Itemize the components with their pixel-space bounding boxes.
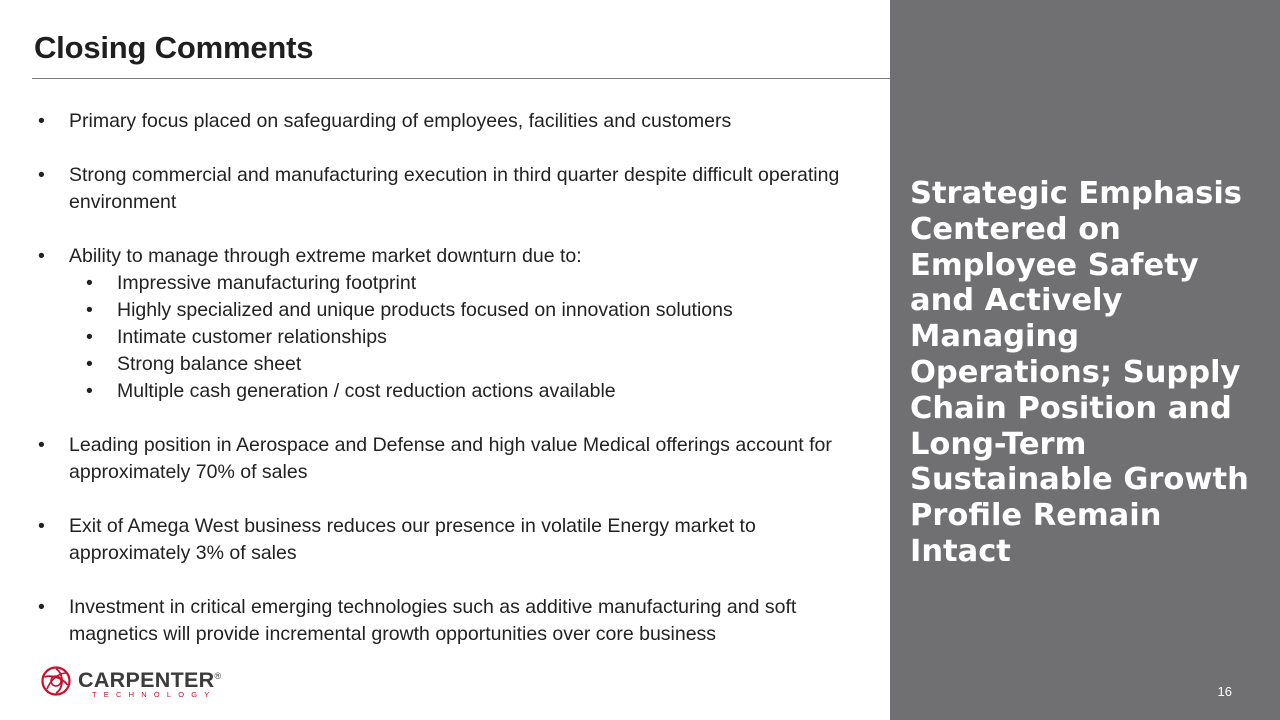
sub-bullet-marker: • [86, 272, 93, 294]
side-panel [890, 0, 1280, 720]
bullet-marker: • [38, 164, 45, 186]
sub-bullet-item [38, 351, 878, 378]
bullet-marker: • [38, 515, 45, 537]
bullet-marker: • [38, 110, 45, 132]
sub-bullet-marker: • [86, 353, 93, 375]
bullet-item [38, 432, 878, 486]
sub-bullet-list [38, 270, 878, 405]
title-divider [32, 78, 890, 79]
sub-bullet-marker: • [86, 380, 93, 402]
company-logo [40, 663, 220, 703]
strategic-emphasis-callout: Strategic Emphasis Centered on Employee Safety and Actively Managing Operations; Supply Chain Position and Long-Term Sustainable Growth Profile Remain Intact [910, 176, 1249, 569]
sub-bullet-text: Impressive manufacturing footprint [117, 272, 417, 294]
sub-bullet-item [38, 378, 878, 405]
bullet-text: Leading position in Aerospace and Defense and high value Medical offerings account for approximately 70% of sales [69, 434, 832, 483]
sub-bullet-text: Strong balance sheet [117, 353, 302, 375]
logo-subtitle: TECHNOLOGY [92, 690, 217, 699]
bullet-text: Primary focus placed on safeguarding of employees, facilities and customers [69, 110, 732, 132]
bullet-text: Exit of Amega West business reduces our presence in volatile Energy market to approximately 3% of sales [69, 515, 756, 564]
sub-bullet-item [38, 324, 878, 351]
sub-bullet-marker: • [86, 299, 93, 321]
bullet-item [38, 594, 878, 648]
bullet-text: Investment in critical emerging technologies such as additive manufacturing and soft magnetics will provide incremental growth opportunities over core business [69, 596, 797, 645]
sub-bullet-marker: • [86, 326, 93, 348]
slide-title: Closing Comments [34, 30, 314, 65]
carpenter-swirl-logo-icon [40, 665, 72, 697]
bullet-item [38, 162, 878, 216]
bullet-marker: • [38, 245, 45, 267]
sub-bullet-text: Multiple cash generation / cost reduction actions available [117, 380, 616, 402]
bullet-item [38, 108, 878, 135]
page-number: 16 [1217, 684, 1232, 699]
bullet-marker: • [38, 434, 45, 456]
sub-bullet-item [38, 297, 878, 324]
bullet-list [38, 108, 878, 648]
bullet-text: Strong commercial and manufacturing execution in third quarter despite difficult operating environment [69, 164, 840, 213]
sub-bullet-text: Intimate customer relationships [117, 326, 387, 348]
sub-bullet-text: Highly specialized and unique products focused on innovation solutions [117, 299, 733, 321]
logo-wordmark: CARPENTER® [78, 668, 222, 692]
bullet-text: Ability to manage through extreme market downturn due to: [69, 245, 582, 267]
sub-bullet-item [38, 270, 878, 297]
bullet-item [38, 243, 878, 405]
bullet-marker: • [38, 596, 45, 618]
registered-mark: ® [214, 670, 222, 681]
bullet-item [38, 513, 878, 567]
